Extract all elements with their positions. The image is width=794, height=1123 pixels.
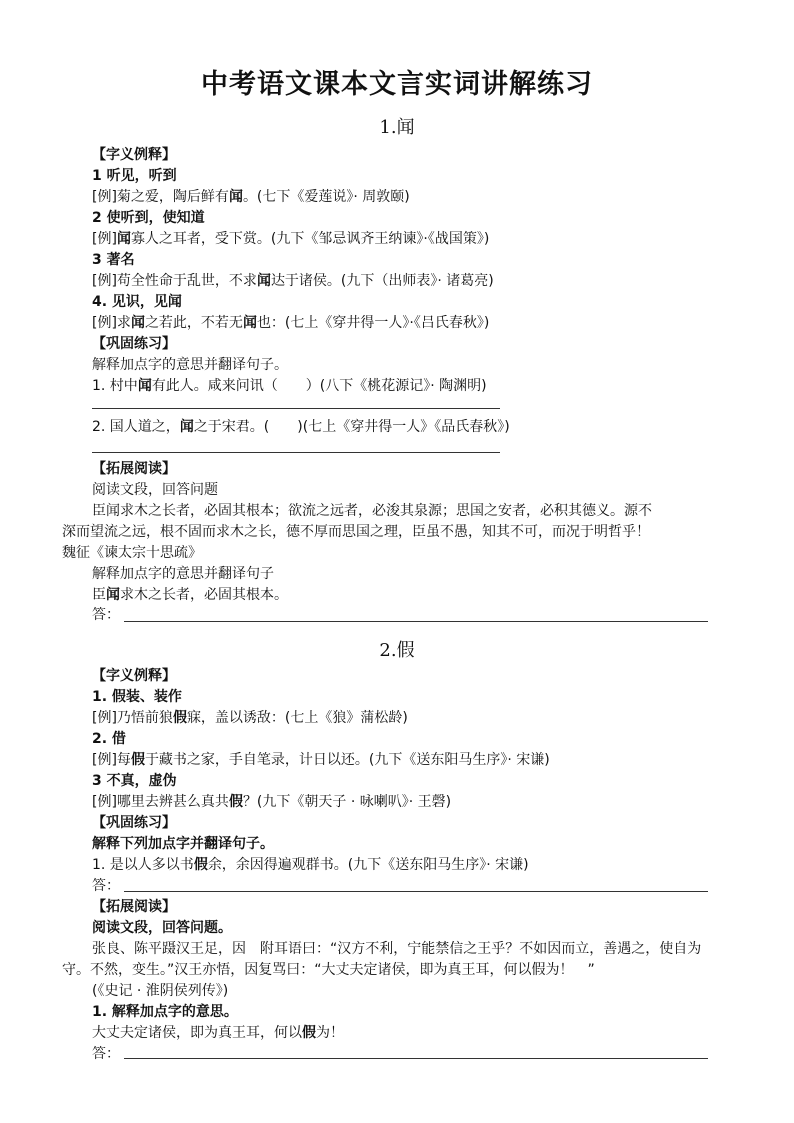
s1-extension-header: 【拓展阅读】 xyxy=(92,461,176,477)
s2-question-1-text: 1. 是以人多以书 xyxy=(92,857,194,873)
s1-question-2-text: 2. 国人道之， xyxy=(92,419,180,435)
s2-meaning-header: 【字义例释】 xyxy=(92,668,176,684)
s1-example-4-keyword-2: 闻 xyxy=(242,315,257,331)
s1-example-3 xyxy=(92,272,494,290)
s1-question-2-source: 之于宋君。( )(七上《穿井得一人》《品氏春秋》) xyxy=(193,419,510,435)
s2-example-1-source: 寐，盖以诱敌：(七上《狼》蒲松龄) xyxy=(186,710,408,726)
s1-answer-line-2[interactable] xyxy=(92,452,500,453)
s1-example-3-keyword: 闻 xyxy=(256,273,271,289)
s1-example-1-text: [例]菊之爱，陶后鲜有 xyxy=(92,189,229,205)
s1-example-4-text: [例]求 xyxy=(92,315,131,331)
s2-extension-question-sentence xyxy=(92,1024,344,1042)
s1-extension-question-instruction: 解释加点字的意思并翻译句子 xyxy=(92,566,274,582)
s1-question-2-keyword: 闻 xyxy=(179,419,194,435)
s1-example-2-source: 寡人之耳者，受下赏。(九下《邹忌讽齐王纳谏》·《战国策》) xyxy=(130,231,490,247)
s1-example-1 xyxy=(92,188,410,206)
s1-example-4 xyxy=(92,314,489,332)
s1-extension-question-rest: 求木之长者，必固其根本。 xyxy=(120,587,288,603)
s1-meaning-header: 【字义例释】 xyxy=(92,147,176,163)
s1-example-3-text: [例]苟全性命于乱世，不求 xyxy=(92,273,257,289)
s2-example-2-text: [例]每 xyxy=(92,752,131,768)
s2-extension-instruction: 阅读文段，回答问题。 xyxy=(92,920,232,936)
s1-meaning-2: 2 使听到，使知道 xyxy=(92,210,205,226)
s1-example-4-mid: 之若此，不若无 xyxy=(144,315,243,331)
section-2-heading: 2.假 xyxy=(379,640,415,661)
s2-example-3-text: [例]哪里去辨甚么真共 xyxy=(92,794,229,810)
s1-meaning-3: 3 著名 xyxy=(92,252,135,268)
s1-answer-field[interactable] xyxy=(124,621,708,622)
s2-example-3 xyxy=(92,793,451,811)
s2-example-1-text: [例]乃悟前狼 xyxy=(92,710,173,726)
s1-answer-line-1[interactable] xyxy=(92,408,500,409)
s1-example-4-source: 也：(七上《穿井得一人》·《吕氏春秋》) xyxy=(256,315,490,331)
s2-question-1 xyxy=(92,856,529,874)
s1-practice-instruction: 解释加点字的意思并翻译句子。 xyxy=(92,357,288,373)
s1-passage-line-1: 臣闻求木之长者，必固其根本；欲流之远者，必浚其泉源；思国之安者，必积其德义。源不 xyxy=(92,503,652,519)
s1-example-2 xyxy=(92,230,489,248)
s2-example-2-keyword: 假 xyxy=(130,752,145,768)
s2-meaning-1: 1. 假装、装作 xyxy=(92,689,182,705)
s2-extension-question-text: 大丈夫定诸侯，即为真王耳，何以 xyxy=(92,1025,302,1041)
s2-extension-question-1: 1. 解释加点字的意思。 xyxy=(92,1004,238,1020)
s2-example-3-source: ？(九下《朝天子 · 咏喇叭》· 王磬) xyxy=(242,794,452,810)
s2-extension-question-rest: 为！ xyxy=(316,1025,344,1041)
s1-example-3-source: 达于诸侯。(九下（出师表》· 诸葛亮) xyxy=(270,273,494,289)
section-1-heading: 1.闻 xyxy=(379,117,415,138)
s1-example-1-source: 。(七下《爱莲说》· 周敦颐) xyxy=(242,189,410,205)
s2-answer-label-1: 答： xyxy=(92,878,120,894)
s1-question-1-keyword: 闻 xyxy=(137,378,152,394)
s1-practice-header: 【巩固练习】 xyxy=(92,336,176,352)
s2-example-2-source: 于藏书之家，手自笔录，计日以还。(九下《送东阳马生序》· 宋谦) xyxy=(144,752,550,768)
s1-answer-label: 答： xyxy=(92,607,120,623)
s1-extension-question xyxy=(92,586,288,604)
page-title: 中考语文课本文言实词讲解练习 xyxy=(201,69,593,100)
s2-meaning-2: 2. 借 xyxy=(92,731,126,747)
s1-passage-source: 魏征《谏太宗十思疏》 xyxy=(62,545,202,561)
s2-question-1-source: 余，余因得遍观群书。(九下《送东阳马生序》· 宋谦) xyxy=(207,857,529,873)
s2-passage-line-2: 守。不然，变生。”汉王亦悟，因复骂曰：“大丈夫定诸侯，即为真王耳，何以假为！ ” xyxy=(62,962,595,978)
s2-example-3-keyword: 假 xyxy=(228,794,243,810)
s1-question-1 xyxy=(92,377,487,395)
s1-example-4-keyword: 闻 xyxy=(130,315,145,331)
s1-example-2-keyword: 闻 xyxy=(116,231,131,247)
s1-extension-instruction: 阅读文段，回答问题 xyxy=(92,482,218,498)
s2-practice-instruction: 解释下列加点字并翻译句子。 xyxy=(92,836,274,852)
s1-example-2-text: [例] xyxy=(92,231,117,247)
s2-passage-line-1: 张良、陈平蹑汉王足，因 附耳语曰：“汉方不利，宁能禁信之王乎？不如因而立，善遇之，使自为 xyxy=(92,941,702,957)
s1-meaning-1: 1 听见，听到 xyxy=(92,168,177,184)
s1-extension-question-text: 臣 xyxy=(92,587,106,603)
s2-answer-field-2[interactable] xyxy=(124,1058,708,1059)
s1-example-1-keyword: 闻 xyxy=(228,189,243,205)
s2-example-1 xyxy=(92,709,408,727)
s1-question-2 xyxy=(92,418,510,436)
s2-meaning-3: 3 不真，虚伪 xyxy=(92,773,177,789)
s1-extension-question-keyword: 闻 xyxy=(106,587,120,603)
s2-question-1-keyword: 假 xyxy=(193,857,208,873)
s1-question-1-source: 有此人。咸来问讯（ ）(八下《桃花源记》· 陶渊明) xyxy=(151,378,487,394)
s1-question-1-text: 1. 村中 xyxy=(92,378,138,394)
s1-meaning-4: 4. 见识，见闻 xyxy=(92,294,182,310)
s2-example-1-keyword: 假 xyxy=(172,710,187,726)
s2-extension-header: 【拓展阅读】 xyxy=(92,899,176,915)
s2-answer-label-2: 答： xyxy=(92,1046,120,1062)
s2-extension-question-keyword: 假 xyxy=(302,1025,316,1041)
s2-example-2 xyxy=(92,751,550,769)
s2-answer-field-1[interactable] xyxy=(124,891,708,892)
s1-passage-line-2: 深而望流之远，根不固而求木之长，德不厚而思国之理，臣虽不愚，知其不可，而况于明哲乎！ xyxy=(62,524,650,540)
s2-passage-source: (《史记 · 淮阴侯列传》) xyxy=(92,983,229,999)
s2-practice-header: 【巩固练习】 xyxy=(92,815,176,831)
